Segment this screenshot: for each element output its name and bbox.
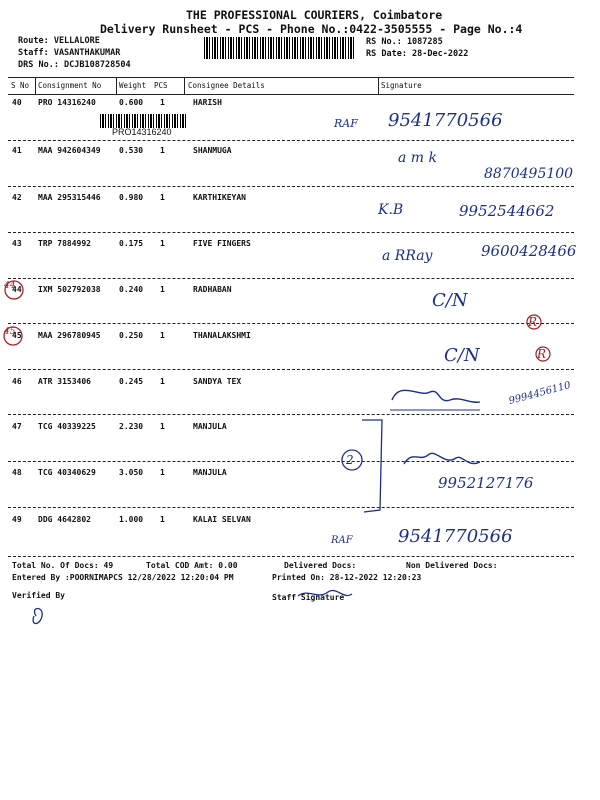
row-43-consignment: TRP 7884992 xyxy=(38,239,91,248)
handwritten-signature: K.B xyxy=(378,202,404,218)
handwritten-phone: 9541770566 xyxy=(388,110,503,131)
handwritten-phone: 9952544662 xyxy=(459,202,555,220)
barcode-caption: PRO14316240 xyxy=(112,127,172,137)
delivered-docs: Delivered Docs: xyxy=(284,561,357,570)
circled-row-number: 45 xyxy=(4,327,16,337)
row-47-consignment: TCG 40339225 xyxy=(38,422,96,431)
row-47-pcs: 1 xyxy=(160,422,165,431)
row-46-consignment: ATR 3153406 xyxy=(38,377,91,386)
row-46-sno: 46 xyxy=(12,377,22,386)
row-41-sno: 41 xyxy=(12,146,22,155)
row-49-consignee: KALAI SELVAN xyxy=(193,515,251,524)
row-49-weight: 1.000 xyxy=(119,515,144,524)
row-41-consignment: MAA 942604349 xyxy=(38,146,101,155)
row-45-sno: 45 xyxy=(12,331,22,340)
handwritten-phone: 9952127176 xyxy=(438,474,534,492)
handwritten-phone: 8870495100 xyxy=(484,166,574,182)
row-47-sno: 47 xyxy=(12,422,22,431)
handwritten-circled-number: 2 xyxy=(346,453,354,467)
row-40-consignee: HARISH xyxy=(193,98,222,107)
row-40-consignment: PRO 14316240 xyxy=(38,98,96,107)
row-41-weight: 0.530 xyxy=(119,146,144,155)
row-45-consignee: THANALAKSHMI xyxy=(193,331,251,340)
runsheet-subtitle: Delivery Runsheet - PCS - Phone No.:0422-3505555 - Page No.:4 xyxy=(100,22,523,36)
row-49-sno: 49 xyxy=(12,515,22,524)
row-41-consignee: SHANMUGA xyxy=(193,146,232,155)
col-sno: S No xyxy=(11,81,30,90)
handwritten-phone: 9600428466 xyxy=(481,242,577,260)
row-49-consignment: DDG 4642802 xyxy=(38,515,91,524)
staff-signature: Staff Signature xyxy=(272,593,345,602)
row-44-weight: 0.240 xyxy=(119,285,144,294)
drs-number: DRS No.: DCJB108728504 xyxy=(18,60,131,70)
circled-row-number: 44 xyxy=(4,281,16,291)
printed-on: Printed On: 28-12-2022 12:20:23 xyxy=(272,573,422,582)
handwritten-r-mark: R xyxy=(528,315,538,329)
row-40-weight: 0.600 xyxy=(119,98,144,107)
row-42-consignee: KARTHIKEYAN xyxy=(193,193,246,202)
row-45-weight: 0.250 xyxy=(119,331,144,340)
handwritten-phone: 9994456110 xyxy=(507,379,572,408)
rs-number: RS No.: 1087285 xyxy=(366,37,443,47)
row-43-sno: 43 xyxy=(12,239,22,248)
row-43-consignee: FIVE FINGERS xyxy=(193,239,251,248)
col-consignment: Consignment No xyxy=(38,81,102,90)
row-42-sno: 42 xyxy=(12,193,22,202)
row-44-pcs: 1 xyxy=(160,285,165,294)
company-title: THE PROFESSIONAL COURIERS, Coimbatore xyxy=(186,8,443,22)
handwritten-signature: a RRay xyxy=(382,248,433,264)
row-47-weight: 2.230 xyxy=(119,422,144,431)
handwritten-signature: a m k xyxy=(398,150,438,166)
row-44-sno: 44 xyxy=(12,285,22,294)
row-43-pcs: 1 xyxy=(160,239,165,248)
row-44-consignment: IXM 502792038 xyxy=(38,285,101,294)
non-delivered-docs: Non Delivered Docs: xyxy=(406,561,498,570)
row-41-pcs: 1 xyxy=(160,146,165,155)
row-46-pcs: 1 xyxy=(160,377,165,386)
rs-date: RS Date: 28-Dec-2022 xyxy=(366,49,469,59)
row-49-pcs: 1 xyxy=(160,515,165,524)
row-48-sno: 48 xyxy=(12,468,22,477)
col-signature: Signature xyxy=(381,81,422,90)
row-40-sno: 40 xyxy=(12,98,22,107)
staff-label: Staff: VASANTHAKUMAR xyxy=(18,48,121,58)
handwritten-raf: RAF xyxy=(331,535,353,546)
row-40-pcs: 1 xyxy=(160,98,165,107)
verified-by: Verified By xyxy=(12,591,65,600)
row-48-pcs: 1 xyxy=(160,468,165,477)
row-48-consignment: TCG 40340629 xyxy=(38,468,96,477)
entered-by: Entered By :POORNIMAPCS 12/28/2022 12:20:04 PM xyxy=(12,573,234,582)
row-44-consignee: RADHABAN xyxy=(193,285,232,294)
handwritten-cn: C/N xyxy=(432,290,468,311)
row-42-consignment: MAA 295315446 xyxy=(38,193,101,202)
row-43-weight: 0.175 xyxy=(119,239,144,248)
row-48-weight: 3.050 xyxy=(119,468,144,477)
row-48-consignee: MANJULA xyxy=(193,468,227,477)
total-docs: Total No. Of Docs: 49 xyxy=(12,561,114,570)
row-46-consignee: SANDYA TEX xyxy=(193,377,242,386)
col-weight: Weight xyxy=(119,81,147,90)
route-label: Route: VELLALORE xyxy=(18,36,100,46)
handwritten-phone: 9541770566 xyxy=(398,526,513,547)
row-45-consignment: MAA 296780945 xyxy=(38,331,101,340)
handwritten-raf: RAF xyxy=(334,117,358,130)
row-42-pcs: 1 xyxy=(160,193,165,202)
row-45-pcs: 1 xyxy=(160,331,165,340)
col-pcs: PCS xyxy=(154,81,168,90)
handwritten-r-mark: R xyxy=(537,347,547,361)
row-47-consignee: MANJULA xyxy=(193,422,227,431)
col-consignee: Consignee Details xyxy=(188,81,265,90)
row-46-weight: 0.245 xyxy=(119,377,144,386)
handwritten-cn: C/N xyxy=(444,345,480,366)
row-42-weight: 0.980 xyxy=(119,193,144,202)
total-cod: Total COD Amt: 0.00 xyxy=(146,561,238,570)
